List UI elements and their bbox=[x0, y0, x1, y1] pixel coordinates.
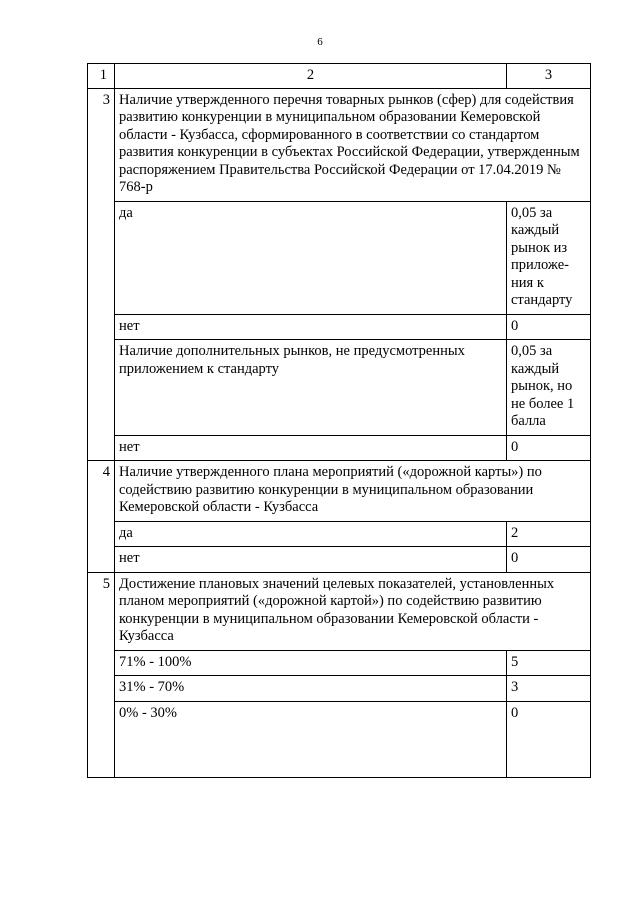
option-row bbox=[88, 314, 591, 340]
option-score: 2 bbox=[507, 521, 591, 547]
criterion-text: Наличие утвержденного перечня товарных рынков (сфер) для содействия развитию конкуренции в муниципальном образовании Кемеровской области - Кузбасса, сформированного в соответствии со стандартом развития конкуренции в субъектах Российской Федерации, утвержденным распоряжением Правительства Российской Федерации от 17.04.2019 № 768-р bbox=[115, 88, 591, 201]
option-row bbox=[88, 340, 591, 436]
header-col-1: 1 bbox=[88, 64, 115, 89]
header-col-2: 2 bbox=[115, 64, 507, 89]
option-label: 71% - 100% bbox=[115, 650, 507, 676]
option-label: нет bbox=[115, 547, 507, 573]
page-number: 6 bbox=[317, 36, 323, 48]
criterion-number: 5 bbox=[88, 572, 115, 777]
option-label: нет bbox=[115, 435, 507, 461]
option-row bbox=[88, 201, 591, 314]
option-row bbox=[88, 521, 591, 547]
option-score: 0 bbox=[507, 547, 591, 573]
criterion-number: 4 bbox=[88, 461, 115, 573]
criterion-number: 3 bbox=[88, 88, 115, 461]
option-row bbox=[88, 435, 591, 461]
option-score: 0,05 за каждый рынок, но не более 1 балла bbox=[507, 340, 591, 436]
criterion-row bbox=[88, 461, 591, 522]
option-label: 31% - 70% bbox=[115, 676, 507, 702]
option-score: 0,05 за каждый рынок из приложе-ния к стандарту bbox=[507, 201, 591, 314]
option-row bbox=[88, 547, 591, 573]
option-label: 0% - 30% bbox=[115, 701, 507, 777]
option-score: 0 bbox=[507, 435, 591, 461]
option-label: да bbox=[115, 201, 507, 314]
table-header-row bbox=[88, 64, 591, 89]
criterion-row bbox=[88, 572, 591, 650]
criterion-text: Наличие утвержденного плана мероприятий («дорожной карты») по содействию развитию конкуренции в муниципальном образовании Кемеровской области - Кузбасса bbox=[115, 461, 591, 522]
option-score: 0 bbox=[507, 314, 591, 340]
option-score: 5 bbox=[507, 650, 591, 676]
option-row bbox=[88, 701, 591, 777]
option-label: да bbox=[115, 521, 507, 547]
criteria-table bbox=[87, 63, 591, 778]
header-col-3: 3 bbox=[507, 64, 591, 89]
criterion-row bbox=[88, 88, 591, 201]
option-row bbox=[88, 650, 591, 676]
option-score: 0 bbox=[507, 701, 591, 777]
option-row bbox=[88, 676, 591, 702]
option-label: Наличие дополнительных рынков, не предусмотренных приложением к стандарту bbox=[115, 340, 507, 436]
option-score: 3 bbox=[507, 676, 591, 702]
criterion-text: Достижение плановых значений целевых показателей, установленных планом мероприятий («дорожной картой») по содействию развитию конкуренции в муниципальном образовании Кемеровской области - Кузбасса bbox=[115, 572, 591, 650]
option-label: нет bbox=[115, 314, 507, 340]
